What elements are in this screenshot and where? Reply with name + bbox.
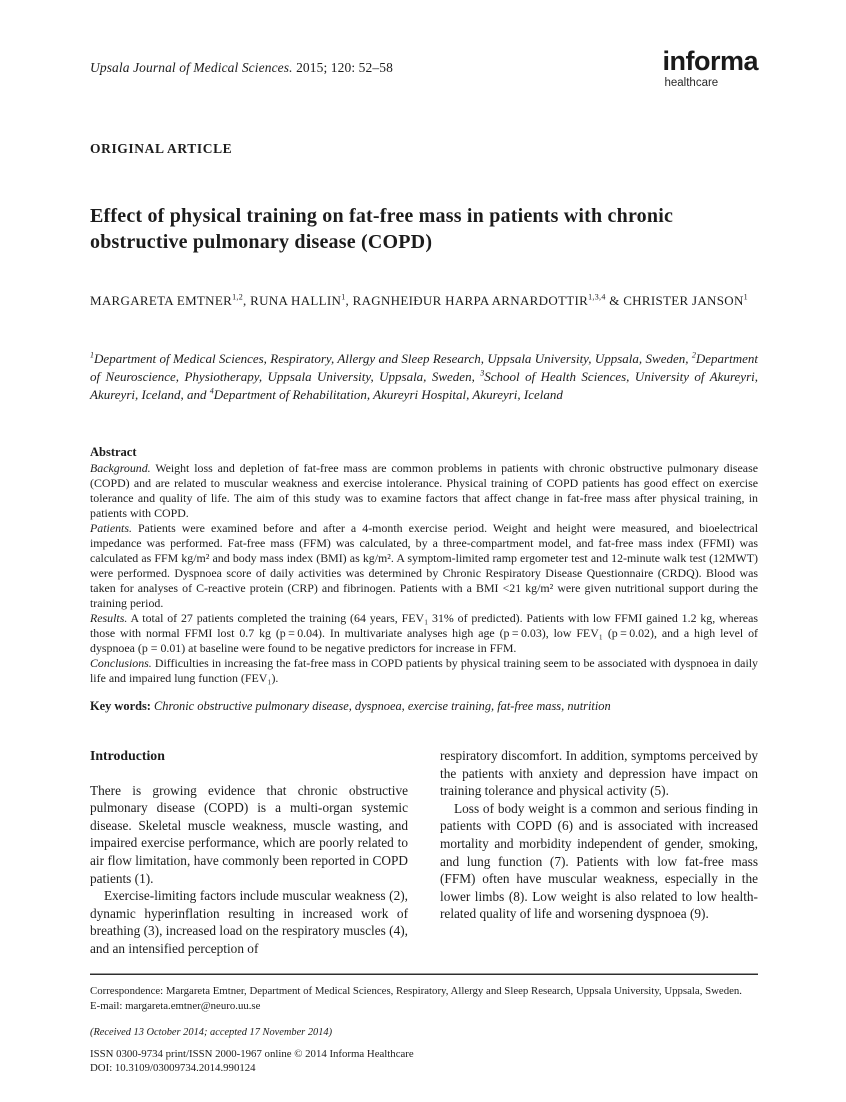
abstract-conclusions: Conclusions. Difficulties in increasing the fat-free mass in COPD patients by physical training seem to be associated with dyspnoea in daily life and impaired lung function (FEV₁). <box>90 656 758 685</box>
received-accepted-dates: (Received 13 October 2014; accepted 17 November 2014) <box>90 1027 333 1038</box>
column-left <box>90 747 408 958</box>
abstract-section <box>90 445 758 686</box>
author-4-affiliation-marker: 1 <box>743 292 748 302</box>
doi-line: DOI: 10.3109/03009734.2014.990124 <box>90 1062 256 1074</box>
abstract-background: Background. Weight loss and depletion of fat-free mass are common problems in patients with chronic obstructive pulmonary disease (COPD) and are related to muscular weakness and exercise intolerance. Physical training of COPD patients has good effect on exercise tolerance and quality of life. The aim of this study was to examine factors that affect change in fat-free mass after physical training, in patients with COPD. <box>90 461 758 520</box>
page-header <box>90 48 758 90</box>
affiliation-4-marker: 4 <box>209 386 214 396</box>
abstract-patients: Patients. Patients were examined before and after a 4-month exercise period. Weight and height were measured, and bioelectrical impedance was performed. Fat-free mass (FFM) was calculated, by a three-compartment model, and fat-free mass index (FFMI) was calculated as FFM kg/m² and body mass index (BMI) as kg/m². A symptom-limited ramp ergometer test and 12-minute walk test (12MWT) were performed. Dyspnoea score of daily activities was determined by Chronic Respiratory Disease Questionnaire (CRDQ). Blood was taken for analyses of C-reactive protein (CRP) and fibrinogen. Patients with a BMI <21 kg/m² were given nutritional support during the training period. <box>90 521 758 610</box>
author-1-affiliation-marker: 1,2 <box>232 292 244 302</box>
abstract-background-label: Background. <box>90 461 151 475</box>
keywords-text: Chronic obstructive pulmonary disease, dyspnoea, exercise training, fat-free mass, nutrition <box>150 699 611 713</box>
informa-healthcare-logo <box>662 48 758 90</box>
author-3: RAGNHEIÐUR HARPA ARNARDOTTIR$^{1,3,4}$ & <box>352 292 624 308</box>
issn-doi-block <box>90 1047 758 1075</box>
article-title-line-1: Effect of physical training on fat-free mass in patients with chronic <box>90 205 674 227</box>
article-type-label: ORIGINAL ARTICLE <box>90 141 233 156</box>
introduction-paragraph-1: There is growing evidence that chronic obstructive pulmonary disease (COPD) is a multi-organ systemic disease. Skeletal muscle weakness, muscle wasting, and impaired exercise performance, which are poorly related to air flow limitation, have commonly been reported in COPD patients (1). <box>90 782 408 886</box>
introduction-paragraph-2-continued: respiratory discomfort. In addition, symptoms perceived by the patients with anxiety and depression have impact on training tolerance and physical activity (5). <box>440 748 758 799</box>
affiliation-3-marker: 3 <box>480 368 485 378</box>
affiliation-4: $^4$Department of Rehabilitation, Akureyri Hospital, Akureyri, Iceland <box>209 386 563 402</box>
introduction-section <box>90 747 758 958</box>
introduction-paragraph-3: Loss of body weight is a common and serious finding in patients with COPD (6) and is associated with increased mortality and morbidity independent of gender, smoking, and lung function (7). Patients with low fat-free mass (FFM) often have muscular weakness, especially in the lower limbs (8). Low weight is also related to low health-related quality of life and worsening dyspnoea (9). <box>440 800 758 922</box>
author-1: MARGARETA EMTNER$^{1,2}$, <box>90 292 251 308</box>
keywords-line <box>90 699 758 714</box>
page-footer <box>90 973 758 1075</box>
affiliations <box>90 350 758 404</box>
abstract-patients-label: Patients. <box>90 521 132 535</box>
abstract-results: Results. A total of 27 patients completed the training (64 years, FEV₁ 31% of predicted). Patients with low FFMI gained 1.2 kg, whereas those with normal FFMI lost 0.7 kg (p = 0.04). In multivariate analyses high age (p = 0.03), low FEV₁ (p = 0.02), and a high level of dyspnoea (p = 0.01) at baseline were found to be negative predictors for increase in FFM. <box>90 611 758 655</box>
correspondence-text: Correspondence: Margareta Emtner, Department of Medical Sciences, Respiratory, Allergy and Sleep Research, Uppsala University, Uppsala, Sweden. <box>90 985 742 997</box>
abstract-results-label: Results. <box>90 611 128 625</box>
logo-brand-text: informa <box>662 46 758 76</box>
article-title <box>90 203 758 255</box>
footer-divider <box>90 973 758 975</box>
author-4: CHRISTER JANSON$^1$ <box>623 292 748 308</box>
column-right <box>440 747 758 958</box>
journal-reference <box>90 48 393 76</box>
issn-line: ISSN 0300-9734 print/ISSN 2000-1967 online © 2014 Informa Healthcare <box>90 1048 414 1060</box>
author-3-affiliation-marker: 1,3,4 <box>588 292 606 302</box>
author-2: RUNA HALLIN$^1$, <box>250 292 353 308</box>
introduction-heading: Introduction <box>90 748 165 763</box>
journal-name: Upsala Journal of Medical Sciences. <box>90 60 293 75</box>
affiliation-3: $^3$School of Health Sciences, University of Akureyri, Akureyri, Iceland, and <box>90 368 758 402</box>
logo-division-text: healthcare <box>664 77 719 89</box>
affiliation-2: $^2$Department of Neuroscience, Physiotherapy, Uppsala University, Uppsala, Sweden, <box>90 350 758 384</box>
journal-citation: 2015; 120: 52–58 <box>292 60 393 75</box>
affiliation-1: $^1$Department of Medical Sciences, Respiratory, Allergy and Sleep Research, Uppsala University, Uppsala, Sweden, <box>90 350 692 366</box>
correspondence-block <box>90 984 758 1014</box>
affiliation-1-marker: 1 <box>90 350 95 360</box>
abstract-heading: Abstract <box>90 445 137 459</box>
affiliation-2-marker: 2 <box>691 350 696 360</box>
abstract-conclusions-label: Conclusions. <box>90 656 152 670</box>
introduction-paragraph-2: Exercise-limiting factors include muscular weakness (2), dynamic hyperinflation resulting in increased work of breathing (3), increased load on the respiratory muscles (4), and an intensified perception of <box>90 888 408 956</box>
author-list <box>90 291 758 310</box>
author-2-affiliation-marker: 1 <box>341 292 346 302</box>
article-title-line-2: obstructive pulmonary disease (COPD) <box>90 231 433 253</box>
keywords-label: Key words: <box>90 699 151 713</box>
correspondence-email[interactable]: E-mail: margareta.emtner@neuro.uu.se <box>90 1000 261 1012</box>
